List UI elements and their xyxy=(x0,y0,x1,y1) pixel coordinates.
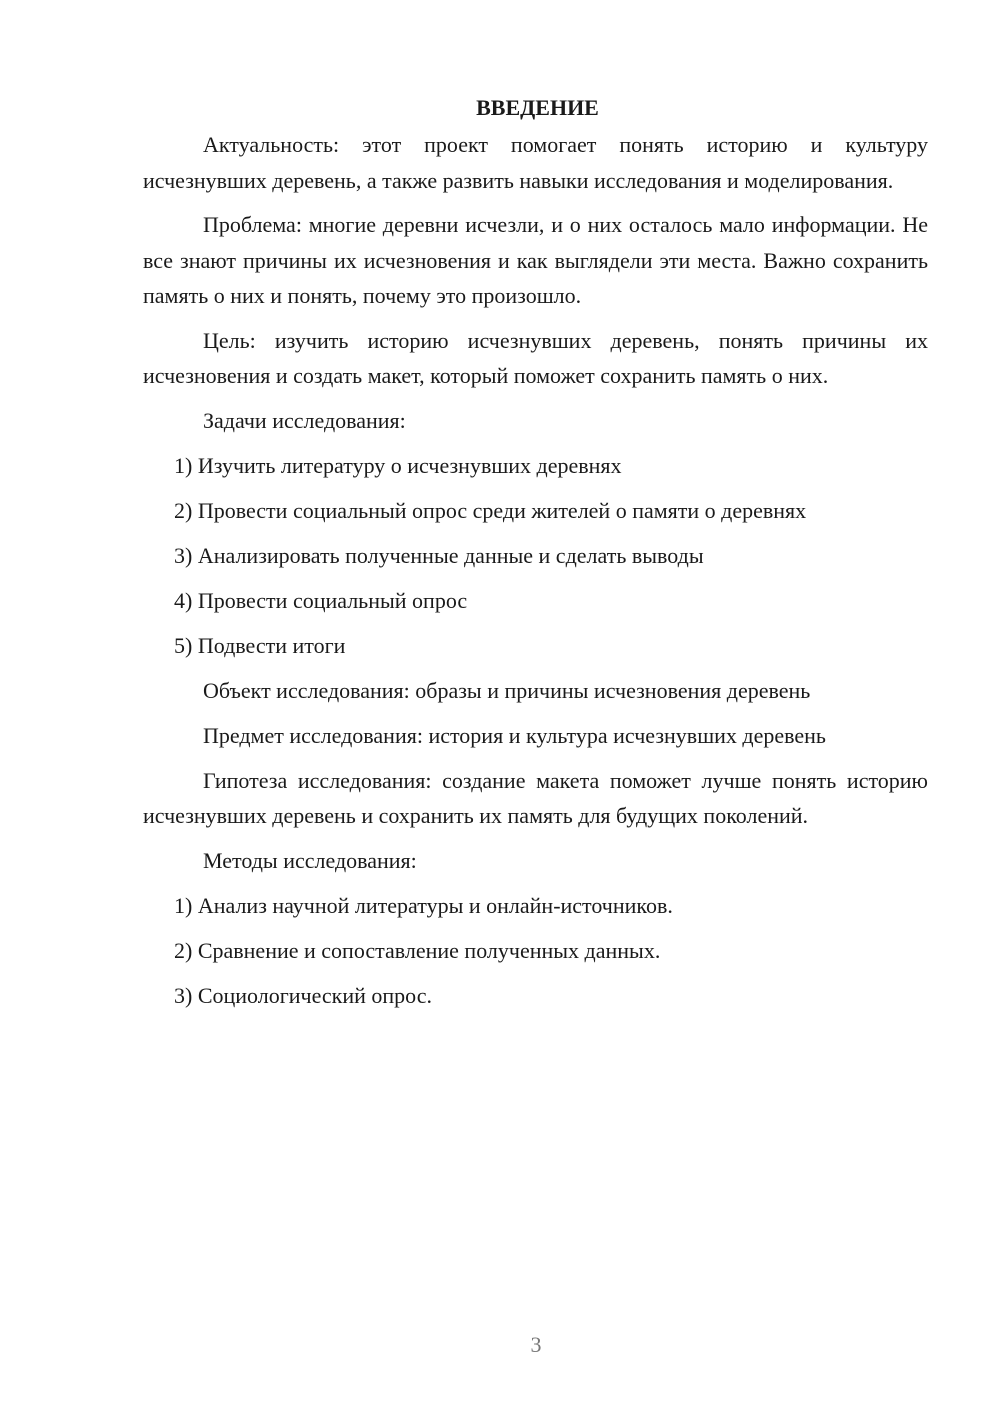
method-item: 2) Сравнение и сопоставление полученных данных. xyxy=(174,937,661,963)
problem-paragraph: Проблема: многие деревни исчезли, и о них осталось мало информации. Не все знают причины их исчезновения и как выглядели эти места. Важно сохранить память о них и понять, почему это произошло. xyxy=(143,212,928,308)
document-page xyxy=(143,90,928,1023)
method-item: 3) Социологический опрос. xyxy=(174,982,432,1008)
page-number: 3 xyxy=(530,1332,542,1357)
task-item: 3) Анализировать полученные данные и сделать выводы xyxy=(174,542,704,568)
section-title: ВВЕДЕНИЕ xyxy=(476,95,599,120)
task-item: 1) Изучить литературу о исчезнувших деревнях xyxy=(174,452,622,478)
task-item: 4) Провести социальный опрос xyxy=(174,587,468,613)
goal-paragraph: Цель: изучить историю исчезнувших деревень, понять причины их исчезновения и создать макет, который поможет сохранить память о них. xyxy=(143,327,928,388)
task-item: 2) Провести социальный опрос среди жителей о памяти о деревнях xyxy=(174,497,807,523)
subject-line: Предмет исследования: история и культура исчезнувших деревень xyxy=(203,722,826,748)
method-item: 1) Анализ научной литературы и онлайн-источников. xyxy=(174,892,673,918)
object-line: Объект исследования: образы и причины исчезновения деревень xyxy=(203,677,811,703)
relevance-paragraph: Актуальность: этот проект помогает понять историю и культуру исчезнувших деревень, а также развить навыки исследования и моделирования. xyxy=(143,132,928,193)
hypothesis-paragraph: Гипотеза исследования: создание макета поможет лучше понять историю исчезнувших деревень и сохранить их память для будущих поколений. xyxy=(143,767,928,828)
tasks-label: Задачи исследования: xyxy=(203,407,406,433)
task-item: 5) Подвести итоги xyxy=(174,632,346,658)
methods-label: Методы исследования: xyxy=(203,847,417,873)
